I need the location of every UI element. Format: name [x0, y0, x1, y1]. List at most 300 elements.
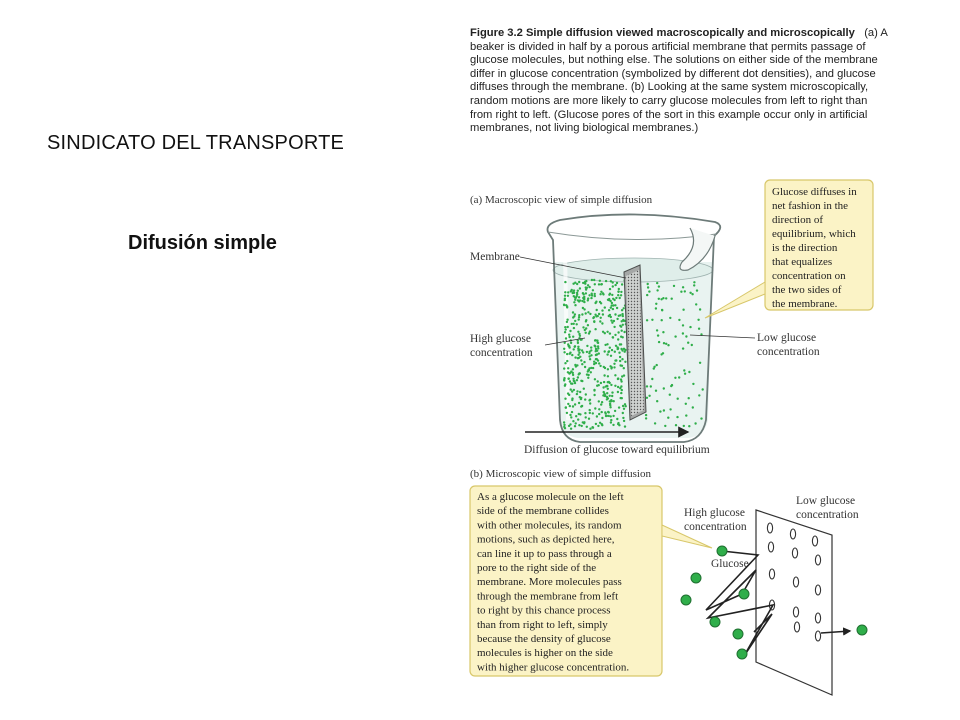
glucose-dot — [585, 320, 587, 322]
glucose-dot — [576, 295, 578, 297]
glucose-dot — [581, 380, 583, 382]
glucose-dot — [577, 290, 579, 292]
glucose-dot — [609, 288, 611, 290]
high-label-a-2: concentration — [470, 347, 533, 359]
glucose-dot — [689, 292, 691, 294]
glucose-dot — [579, 287, 581, 289]
glucose-dot — [623, 420, 625, 422]
glucose-dot — [571, 411, 573, 413]
glucose-dot — [610, 384, 612, 386]
glucose-dot — [598, 384, 600, 386]
glucose-dot — [646, 294, 648, 296]
glucose-dot — [590, 371, 592, 373]
glucose-dot — [651, 378, 653, 380]
glucose-dot — [658, 341, 660, 343]
glucose-dot — [598, 413, 600, 415]
glucose-dot — [569, 414, 571, 416]
callout-a-line: is the direction — [772, 242, 838, 254]
glucose-dot — [646, 385, 648, 387]
glucose-dot — [656, 289, 658, 291]
glucose-dot — [583, 388, 585, 390]
glucose-dot — [671, 298, 673, 300]
glucose-dot — [597, 359, 599, 361]
glucose-dot — [600, 302, 602, 304]
glucose-dot — [614, 410, 616, 412]
glucose-dot — [621, 309, 623, 311]
glucose-dot — [622, 417, 624, 419]
glucose-dot — [564, 331, 566, 333]
glucose-dot — [590, 297, 592, 299]
glucose-dot — [577, 354, 579, 356]
glucose-dot — [584, 412, 586, 414]
glucose-dot — [621, 365, 623, 367]
glucose-dot — [615, 297, 617, 299]
high-label-b-2: concentration — [684, 521, 747, 533]
glucose-dot — [593, 279, 595, 281]
glucose-dot — [604, 306, 606, 308]
glucose-dot — [569, 330, 571, 332]
glucose-dot — [673, 285, 675, 287]
glucose-dot — [608, 309, 610, 311]
glucose-dot — [598, 408, 600, 410]
glucose-dot — [574, 356, 576, 358]
glucose-dot — [576, 379, 578, 381]
glucose-dot — [594, 314, 596, 316]
glucose-dot — [606, 343, 608, 345]
glucose-dot — [615, 359, 617, 361]
glucose-dot — [682, 332, 684, 334]
callout-a-line: direction of — [772, 214, 824, 226]
membrane-pore — [815, 631, 820, 641]
panel-a-title: (a) Macroscopic view of simple diffusion — [470, 194, 653, 206]
glucose-dot — [684, 373, 686, 375]
callout-b-line: through the membrane from left — [477, 590, 619, 603]
glucose-dot — [576, 323, 578, 325]
glucose-label: Glucose — [711, 558, 749, 570]
glucose-dot — [581, 425, 583, 427]
glucose-dot — [624, 351, 626, 353]
glucose-dot — [567, 295, 569, 297]
glucose-dot — [566, 353, 568, 355]
glucose-dot — [593, 361, 595, 363]
glucose-dot — [594, 378, 596, 380]
low-label-a-2: concentration — [757, 346, 820, 358]
glucose-dot — [606, 353, 608, 355]
glucose-dot — [616, 418, 618, 420]
glucose-dot — [589, 313, 591, 315]
callout-b-line: than from right to left, simply — [477, 618, 608, 631]
glucose-dot — [624, 361, 626, 363]
glucose-dot — [609, 300, 611, 302]
glucose-dot — [563, 304, 565, 306]
glucose-dot — [624, 425, 626, 427]
diffusion-figure — [462, 0, 892, 720]
glucose-dot — [578, 424, 580, 426]
glucose-dot — [594, 328, 596, 330]
glucose-dot — [623, 367, 625, 369]
membrane-pore — [815, 585, 820, 595]
glucose-dot — [614, 351, 616, 353]
glucose-dot — [648, 290, 650, 292]
membrane-pore — [812, 536, 817, 546]
callout-b-line: motions, such as depicted here, — [477, 533, 615, 546]
glucose-dot — [675, 424, 677, 426]
membrane-pore — [768, 542, 773, 552]
glucose-dot — [589, 412, 591, 414]
glucose-dot — [572, 316, 574, 318]
glucose-dot — [620, 343, 622, 345]
glucose-dot — [620, 294, 622, 296]
glucose-dot — [620, 291, 622, 293]
glucose-dot — [700, 417, 702, 419]
glucose-dot — [574, 345, 576, 347]
glucose-dot — [607, 368, 609, 370]
glucose-dot — [621, 389, 623, 391]
glucose-dot — [589, 358, 591, 360]
glucose-dot — [683, 425, 685, 427]
membrane-pore — [790, 529, 795, 539]
glucose-dot — [588, 418, 590, 420]
glucose-dot — [588, 355, 590, 357]
glucose-dot — [613, 326, 615, 328]
glucose-dot — [572, 405, 574, 407]
glucose-dot — [647, 286, 649, 288]
glucose-dot — [586, 426, 588, 428]
glucose-dot — [574, 425, 576, 427]
glucose-dot — [610, 319, 612, 321]
glucose-dot — [567, 378, 569, 380]
glucose-dot — [612, 424, 614, 426]
low-label-b-2: concentration — [796, 509, 859, 521]
glucose-dot — [572, 372, 574, 374]
glucose-dot — [602, 313, 604, 315]
glucose-dot — [599, 365, 601, 367]
glucose-dot — [663, 342, 665, 344]
diffusion-arrow-label: Diffusion of glucose toward equilibrium — [524, 444, 710, 456]
glucose-dot — [614, 313, 616, 315]
glucose-dot — [584, 282, 586, 284]
glucose-dot — [569, 380, 571, 382]
glucose-dot — [563, 421, 565, 423]
glucose-dot — [608, 415, 610, 417]
glucose-dot — [687, 342, 689, 344]
glucose-dot — [583, 361, 585, 363]
glucose-dot — [587, 324, 589, 326]
glucose-dot — [569, 423, 571, 425]
glucose-dot — [567, 291, 569, 293]
glucose-dot — [576, 390, 578, 392]
glucose-dot — [565, 328, 567, 330]
glucose-dot — [578, 413, 580, 415]
glucose-dot — [589, 428, 591, 430]
glucose-dot — [665, 343, 667, 345]
glucose-dot — [600, 317, 602, 319]
glucose-dot — [667, 344, 669, 346]
glucose-dot — [576, 283, 578, 285]
glucose-dot — [657, 334, 659, 336]
glucose-dot — [588, 352, 590, 354]
glucose-dot — [611, 349, 613, 351]
callout-a-line: the membrane. — [772, 298, 838, 310]
glucose-dot — [613, 366, 615, 368]
glucose-dot — [619, 356, 621, 358]
glucose-dot — [682, 324, 684, 326]
glucose-dot — [622, 324, 624, 326]
glucose-molecule — [691, 573, 701, 583]
glucose-dot — [580, 405, 582, 407]
glucose-dot — [570, 290, 572, 292]
glucose-dot — [584, 398, 586, 400]
low-label-a-1: Low glucose — [757, 332, 817, 344]
glucose-dot — [588, 332, 590, 334]
glucose-dot — [699, 362, 701, 364]
glucose-dot — [574, 382, 576, 384]
glucose-dot — [587, 299, 589, 301]
glucose-dot — [573, 289, 575, 291]
glucose-dot — [692, 406, 694, 408]
glucose-dot — [693, 281, 695, 283]
callout-a-line: concentration on — [772, 270, 846, 282]
glucose-dot — [656, 364, 658, 366]
membrane-pore — [792, 548, 797, 558]
glucose-dot — [584, 329, 586, 331]
glucose-dot — [594, 295, 596, 297]
glucose-dot — [593, 320, 595, 322]
glucose-dot — [593, 394, 595, 396]
glucose-dot — [585, 393, 587, 395]
glucose-dot — [659, 410, 661, 412]
glucose-dot — [573, 389, 575, 391]
glucose-dot — [596, 309, 598, 311]
glucose-dot — [577, 331, 579, 333]
glucose-dot — [581, 313, 583, 315]
glucose-dot — [607, 411, 609, 413]
glucose-dot — [598, 313, 600, 315]
glucose-dot — [576, 393, 578, 395]
glucose-dot — [620, 348, 622, 350]
glucose-dot — [610, 316, 612, 318]
glucose-dot — [580, 398, 582, 400]
glucose-dot — [654, 422, 656, 424]
glucose-dot — [678, 319, 680, 321]
glucose-dot — [667, 417, 669, 419]
glucose-dot — [611, 391, 613, 393]
glucose-dot — [661, 319, 663, 321]
low-label-b-1: Low glucose — [796, 495, 856, 507]
glucose-dot — [604, 332, 606, 334]
glucose-dot — [575, 415, 577, 417]
slide-subtitle: Difusión simple — [128, 232, 277, 254]
membrane-pore — [794, 622, 799, 632]
glucose-dot — [574, 320, 576, 322]
glucose-dot — [691, 293, 693, 295]
glucose-dot — [566, 321, 568, 323]
glucose-dot — [621, 358, 623, 360]
glucose-dot — [605, 280, 607, 282]
glucose-dot — [575, 365, 577, 367]
glucose-dot — [599, 280, 601, 282]
membrane-pore — [793, 577, 798, 587]
glucose-molecule — [710, 617, 720, 627]
glucose-dot — [618, 424, 620, 426]
glucose-dot — [688, 397, 690, 399]
glucose-dot — [587, 370, 589, 372]
beaker-rim — [548, 232, 716, 240]
glucose-dot — [603, 381, 605, 383]
glucose-dot — [613, 320, 615, 322]
glucose-dot — [572, 420, 574, 422]
glucose-dot — [607, 375, 609, 377]
glucose-dot — [609, 395, 611, 397]
callout-a-line: that equalizes — [772, 256, 833, 268]
glucose-dot — [597, 380, 599, 382]
glucose-dot — [577, 342, 579, 344]
callout-a-line: equilibrium, which — [772, 228, 856, 240]
glucose-dot — [662, 331, 664, 333]
glucose-dot — [573, 295, 575, 297]
callout-b-line: because the density of glucose — [477, 633, 611, 645]
glucose-dot — [569, 405, 571, 407]
glucose-dot — [663, 409, 665, 411]
glucose-dot — [612, 308, 614, 310]
glucose-dot — [577, 357, 579, 359]
glucose-dot — [570, 382, 572, 384]
glucose-dot — [612, 415, 614, 417]
glucose-dot — [566, 306, 568, 308]
glucose-dot — [589, 409, 591, 411]
glucose-dot — [609, 365, 611, 367]
glucose-dot — [620, 385, 622, 387]
glucose-dot — [579, 391, 581, 393]
glucose-dot — [602, 386, 604, 388]
glucose-dot — [605, 385, 607, 387]
glucose-dot — [606, 331, 608, 333]
glucose-molecule — [739, 589, 749, 599]
glucose-dot — [692, 383, 694, 385]
glucose-dot — [594, 293, 596, 295]
glucose-dot — [570, 342, 572, 344]
glucose-dot — [572, 336, 574, 338]
glucose-dot — [578, 300, 580, 302]
glucose-dot — [653, 366, 655, 368]
glucose-dot — [564, 383, 566, 385]
glucose-dot — [658, 285, 660, 287]
glucose-dot — [578, 296, 580, 298]
glucose-dot — [567, 403, 569, 405]
glucose-dot — [566, 319, 568, 321]
glucose-dot — [610, 367, 612, 369]
glucose-dot — [578, 314, 580, 316]
glucose-dot — [698, 328, 700, 330]
glucose-dot — [678, 376, 680, 378]
glucose-dot — [592, 412, 594, 414]
glucose-dot — [564, 298, 566, 300]
glucose-dot — [578, 281, 580, 283]
glucose-dot — [620, 392, 622, 394]
glucose-dot — [618, 288, 620, 290]
glucose-dot — [568, 394, 570, 396]
glucose-dot — [583, 308, 585, 310]
callout-b-line: As a glucose molecule on the left — [477, 491, 624, 503]
glucose-dot — [647, 283, 649, 285]
glucose-dot — [595, 301, 597, 303]
glucose-dot — [598, 362, 600, 364]
glucose-dot — [685, 335, 687, 337]
glucose-dot — [596, 339, 598, 341]
glucose-dot — [648, 395, 650, 397]
glucose-dot — [661, 309, 663, 311]
glucose-molecule — [717, 546, 727, 556]
glucose-dot — [567, 371, 569, 373]
glucose-dot — [656, 282, 658, 284]
high-label-a-1: High glucose — [470, 333, 532, 345]
glucose-dot — [618, 406, 620, 408]
glucose-dot — [655, 303, 657, 305]
glucose-dot — [578, 352, 580, 354]
glucose-dot — [604, 394, 606, 396]
membrane-pore — [815, 555, 820, 565]
glucose-dot — [570, 416, 572, 418]
glucose-dot — [588, 294, 590, 296]
glucose-dot — [617, 422, 619, 424]
glucose-dot — [658, 298, 660, 300]
glucose-dot — [611, 294, 613, 296]
glucose-dot — [567, 343, 569, 345]
glucose-dot — [585, 292, 587, 294]
glucose-dot — [689, 326, 691, 328]
glucose-dot — [662, 352, 664, 354]
glucose-dot — [597, 315, 599, 317]
glucose-dot — [572, 368, 574, 370]
glucose-dot — [578, 373, 580, 375]
glucose-dot — [624, 403, 626, 405]
callout-a — [705, 180, 873, 318]
glucose-dot — [662, 297, 664, 299]
glucose-dot — [688, 425, 690, 427]
glucose-dot — [669, 408, 671, 410]
glucose-dot — [622, 405, 624, 407]
glucose-dot — [599, 320, 601, 322]
glucose-dot — [601, 309, 603, 311]
glucose-dot — [617, 377, 619, 379]
glucose-dot — [684, 290, 686, 292]
glucose-dot — [564, 281, 566, 283]
glucose-dot — [593, 389, 595, 391]
membrane-pore — [767, 523, 772, 533]
glucose-dot — [645, 414, 647, 416]
glucose-dot — [581, 363, 583, 365]
glucose-dot — [611, 304, 613, 306]
slide-title: SINDICATO DEL TRANSPORTE — [47, 132, 345, 154]
glucose-dot — [619, 314, 621, 316]
glucose-dot — [656, 400, 658, 402]
glucose-dot — [601, 411, 603, 413]
glucose-dot — [598, 283, 600, 285]
glucose-dot — [611, 395, 613, 397]
glucose-dot — [564, 295, 566, 297]
glucose-dot — [619, 297, 621, 299]
glucose-dot — [592, 289, 594, 291]
glucose-dot — [579, 356, 581, 358]
caption-lead: Figure 3.2 Simple diffusion viewed macroscopically and microscopically — [470, 27, 855, 39]
glucose-dot — [577, 376, 579, 378]
glucose-molecule — [733, 629, 743, 639]
glucose-dot — [597, 345, 599, 347]
callout-b-line: membrane. More molecules pass — [477, 576, 622, 589]
glucose-dot — [585, 286, 587, 288]
glucose-dot — [593, 316, 595, 318]
glucose-dot — [607, 299, 609, 301]
